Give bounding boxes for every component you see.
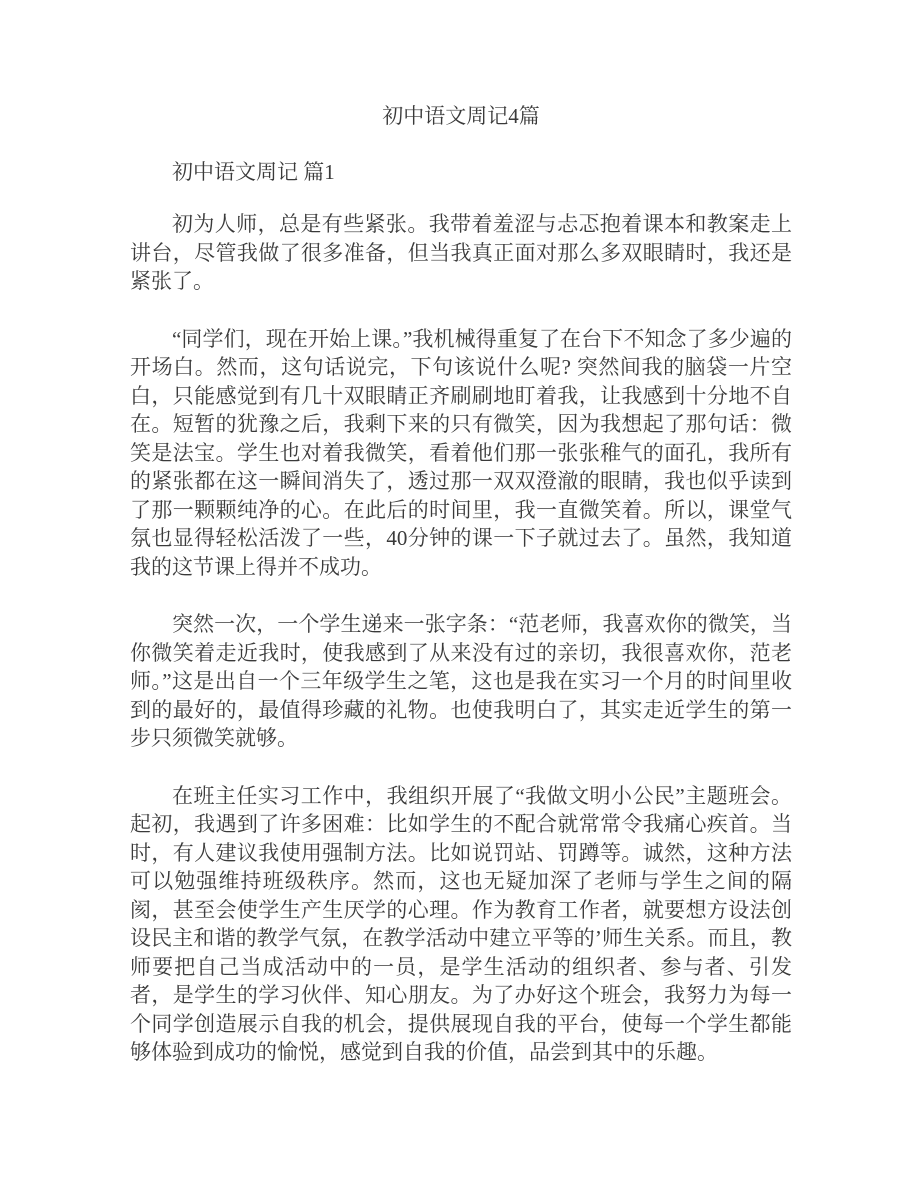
- paragraph-2: “同学们，现在开始上课。”我机械得重复了在台下不知念了多少遍的开场白。然而，这句话说完，下句该说什么呢? 突然间我的脑袋一片空白，只能感觉到有几十双眼睛正齐刷刷地盯着我，让我感到十分地不自在。短暂的犹豫之后，我剩下来的只有微笑，因为我想起了那句话：微笑是法宝。学生也对着我微笑，看着他们那一张张稚气的面孔，我所有的紧张都在这一瞬间消失了，透过那一双双澄澈的眼睛，我也似乎读到了那一颗颗纯净的心。在此后的时间里，我一直微笑着。所以，课堂气氛也显得轻松活泼了一些，40分钟的课一下子就过去了。虽然，我知道我的这节课上得并不成功。: [130, 326, 792, 579]
- document-title: 初中语文周记4篇: [382, 104, 540, 128]
- paragraph-1: 初为人师，总是有些紧张。我带着羞涩与忐忑抱着课本和教案走上讲台，尽管我做了很多准备，但当我真正面对那么多双眼睛时，我还是紧张了。: [130, 212, 792, 293]
- document-subtitle: 初中语文周记 篇1: [172, 160, 335, 184]
- paragraph-3: 突然一次，一个学生递来一张字条：“范老师，我喜欢你的微笑，当你微笑着走近我时，使我感到了从来没有过的亲切，我很喜欢你，范老师。”这是出自一个三年级学生之笔，这也是我在实习一个月的时间里收到的最好的，最值得珍藏的礼物。也使我明白了，其实走近学生的第一步只须微笑就够。: [130, 612, 792, 750]
- paragraph-4: 在班主任实习工作中，我组织开展了“我做文明小公民”主题班会。起初，我遇到了许多困难：比如学生的不配合就常常令我痛心疾首。当时，有人建议我使用强制方法。比如说罚站、罚蹲等。诚然，这种方法可以勉强维持班级秩序。然而，这也无疑加深了老师与学生之间的隔阂，甚至会使学生产生厌学的心理。作为教育工作者，就要想方设法创设民主和谐的教学气氛，在教学活动中建立平等的’师生关系。而且，教师要把自己当成活动中的一员，是学生活动的组织者、参与者、引发者，是学生的学习伙伴、知心朋友。为了办好这个班会，我努力为每一个同学创造展示自我的机会，提供展现自我的平台，使每一个学生都能够体验到成功的愉悦，感觉到自我的价值，品尝到其中的乐趣。: [130, 783, 792, 1064]
